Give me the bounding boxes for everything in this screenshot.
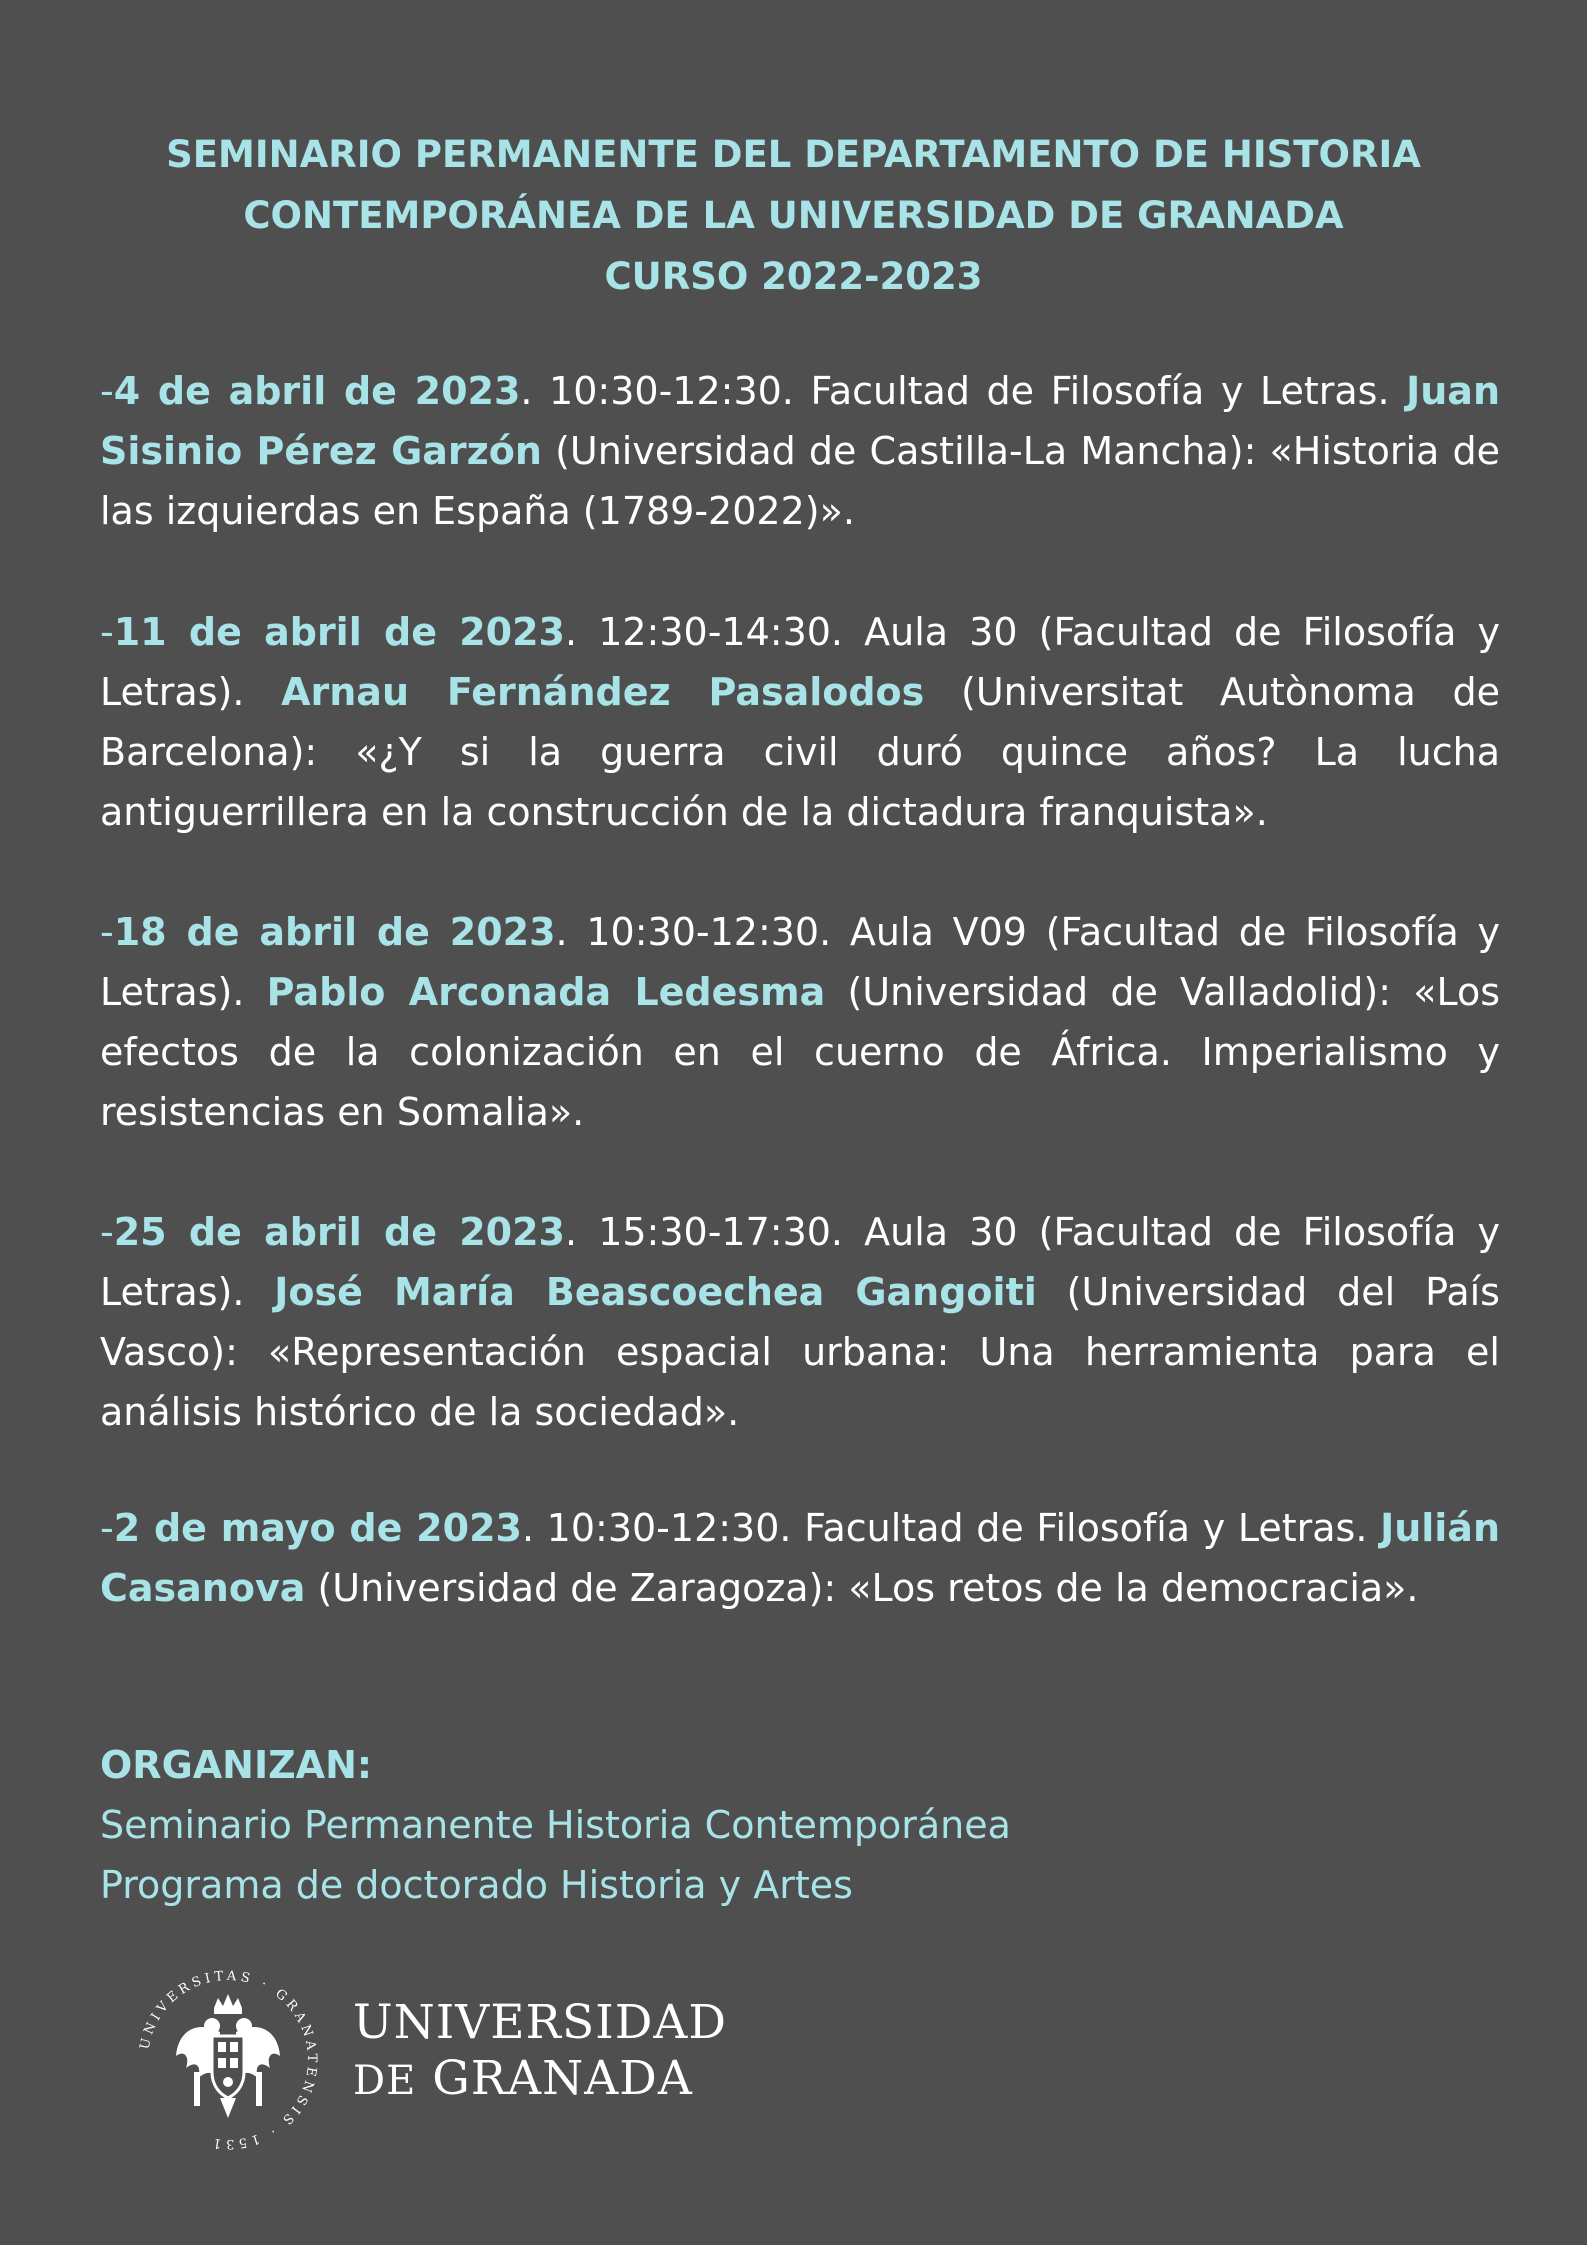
event-speaker: Pablo Arconada Ledesma [266, 970, 826, 1014]
organizers-block [100, 1735, 1011, 1915]
event-date: 11 de abril de 2023 [113, 610, 565, 654]
event-details: . 10:30-12:30. Aula V09 (Facultad de Filosofía y Letras). [100, 910, 1500, 1014]
event-speaker: José María Beascoechea Gangoiti [274, 1270, 1037, 1314]
university-name-line-2 [353, 2051, 727, 2109]
organizer-line-2: Programa de doctorado Historia y Artes [100, 1863, 853, 1907]
header-line-1: SEMINARIO PERMANENTE DEL DEPARTAMENTO DE HISTORIA [166, 133, 1421, 176]
event-dash: - [100, 610, 114, 654]
university-name-granada: GRANADA [432, 2051, 693, 2106]
event-rest: (Universitat Autònoma de Barcelona): «¿Y si la guerra civil duró quince años? La lucha antiguerrillera en la construcción de la dictadura franquista». [100, 670, 1500, 834]
event-date: 18 de abril de 2023 [113, 910, 556, 954]
event-rest: (Universidad del País Vasco): «Representación espacial urbana: Una herramienta para el análisis histórico de la sociedad». [100, 1270, 1500, 1434]
event-item [100, 602, 1500, 842]
organizer-line-1: Seminario Permanente Historia Contemporánea [100, 1803, 1011, 1847]
event-rest: (Universidad de Castilla-La Mancha): «Historia de las izquierdas en España (1789-2022)». [100, 429, 1500, 533]
organizers-label: ORGANIZAN: [100, 1743, 373, 1787]
event-details: . 10:30-12:30. Facultad de Filosofía y Letras. [521, 1506, 1381, 1550]
university-seal-icon [128, 1960, 328, 2160]
event-details: . 12:30-14:30. Aula 30 (Facultad de Filosofía y Letras). [100, 610, 1500, 714]
event-dash: - [100, 1506, 114, 1550]
event-dash: - [100, 369, 114, 413]
event-details: . 15:30-17:30. Aula 30 (Facultad de Filosofía y Letras). [100, 1210, 1500, 1314]
event-dash: - [100, 1210, 114, 1254]
event-dash: - [100, 910, 114, 954]
event-item [100, 1202, 1500, 1442]
event-details: . 10:30-12:30. Facultad de Filosofía y Letras. [520, 369, 1407, 413]
event-rest: (Universidad de Zaragoza): «Los retos de la democracia». [305, 1566, 1419, 1610]
seal-text: UNIVERSITAS · GRANATENSIS · 1531 [137, 1968, 320, 2152]
event-speaker: Juan Sisinio Pérez Garzón [100, 369, 1500, 473]
header-line-2: CONTEMPORÁNEA DE LA UNIVERSIDAD DE GRANADA [243, 194, 1344, 237]
event-item [100, 1498, 1500, 1618]
event-item [100, 902, 1500, 1142]
event-speaker: Julián Casanova [100, 1506, 1500, 1610]
poster-header [100, 124, 1487, 307]
event-date: 25 de abril de 2023 [113, 1210, 565, 1254]
event-date: 4 de abril de 2023 [113, 369, 521, 413]
university-logo [128, 1960, 788, 2160]
event-speaker: Arnau Fernández Pasalodos [281, 670, 925, 714]
university-name-line-1: UNIVERSIDAD [353, 1995, 728, 2050]
header-line-3: CURSO 2022-2023 [604, 255, 983, 298]
event-rest: (Universidad de Valladolid): «Los efectos de la colonización en el cuerno de África. Imperialismo y resistencias en Somalia». [100, 970, 1500, 1134]
event-item [100, 361, 1500, 541]
event-date: 2 de mayo de 2023 [113, 1506, 522, 1550]
university-name [353, 1995, 727, 2109]
university-name-de: DE [353, 2058, 417, 2104]
